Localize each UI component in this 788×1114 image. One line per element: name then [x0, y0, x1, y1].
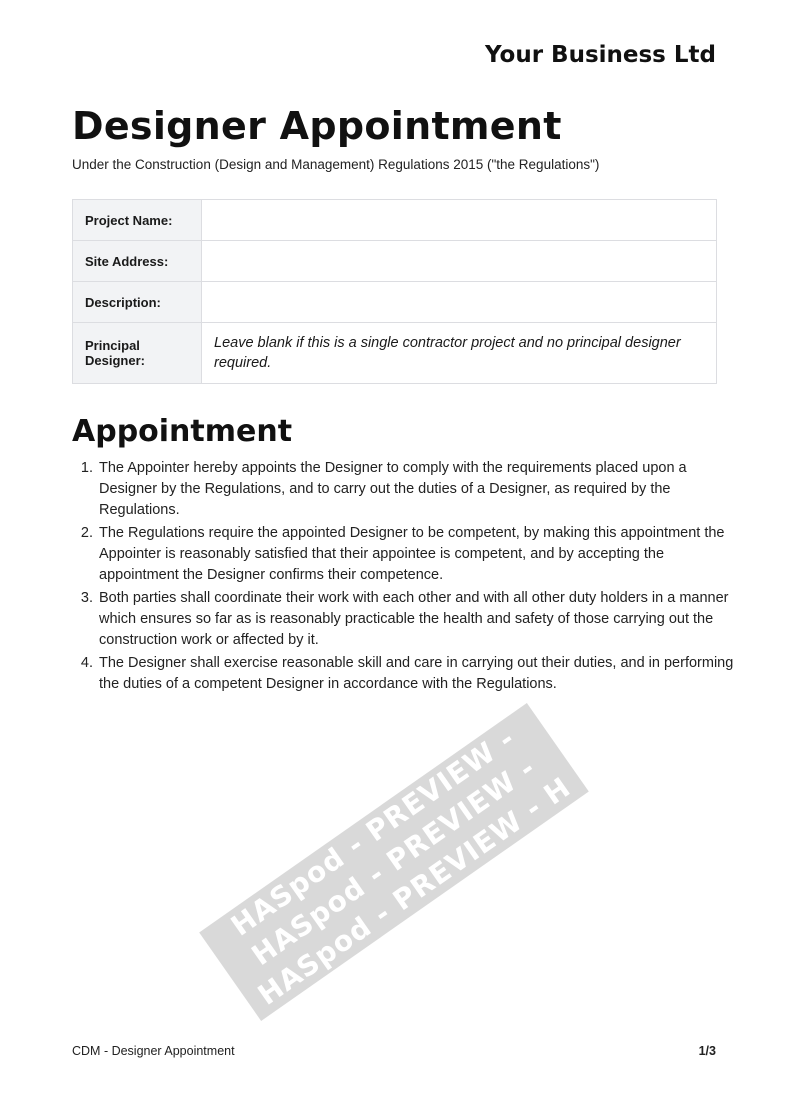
list-item: 2. The Regulations require the appointed Designer to be competent, by making this appointment the Appointer is reasonably satisfied that their appointee is competent, and by accepting the appointment the Designer confirms their competence. [97, 523, 747, 586]
table-row [73, 241, 717, 282]
description-field[interactable] [202, 282, 717, 323]
page-title: Designer Appointment [72, 104, 562, 148]
principal-designer-label: Principal Designer: [73, 323, 202, 384]
footer-doc-name: CDM - Designer Appointment [72, 1044, 235, 1058]
site-address-field[interactable] [202, 241, 717, 282]
table-row [73, 282, 717, 323]
section-heading: Appointment [72, 414, 293, 449]
appointment-list [72, 458, 747, 697]
business-name: Your Business Ltd [484, 42, 716, 68]
details-table [72, 199, 717, 384]
preview-watermark: HASpod - PREVIEW - HASpod - PREVIEW - HASpod - PREVIEW - H [199, 703, 589, 1021]
table-row [73, 200, 717, 241]
table-row [73, 323, 717, 384]
principal-designer-field[interactable]: Leave blank if this is a single contractor project and no principal designer required. [202, 323, 717, 384]
list-item: 1. The Appointer hereby appoints the Designer to comply with the requirements placed upon a Designer by the Regulations, and to carry out the duties of a Designer, as required by the Regulations. [97, 458, 747, 521]
description-label: Description: [73, 282, 202, 323]
list-item: 4. The Designer shall exercise reasonable skill and care in carrying out their duties, and in performing the duties of a competent Designer in accordance with the Regulations. [97, 653, 747, 695]
subtitle: Under the Construction (Design and Management) Regulations 2015 ("the Regulations") [72, 157, 600, 172]
page-number: 1/3 [698, 1044, 716, 1058]
site-address-label: Site Address: [73, 241, 202, 282]
project-name-field[interactable] [202, 200, 717, 241]
project-name-label: Project Name: [73, 200, 202, 241]
list-item: 3. Both parties shall coordinate their work with each other and with all other duty holders in a manner which ensures so far as is reasonably practicable the health and safety of those carrying out the construction work or affected by it. [97, 588, 747, 651]
